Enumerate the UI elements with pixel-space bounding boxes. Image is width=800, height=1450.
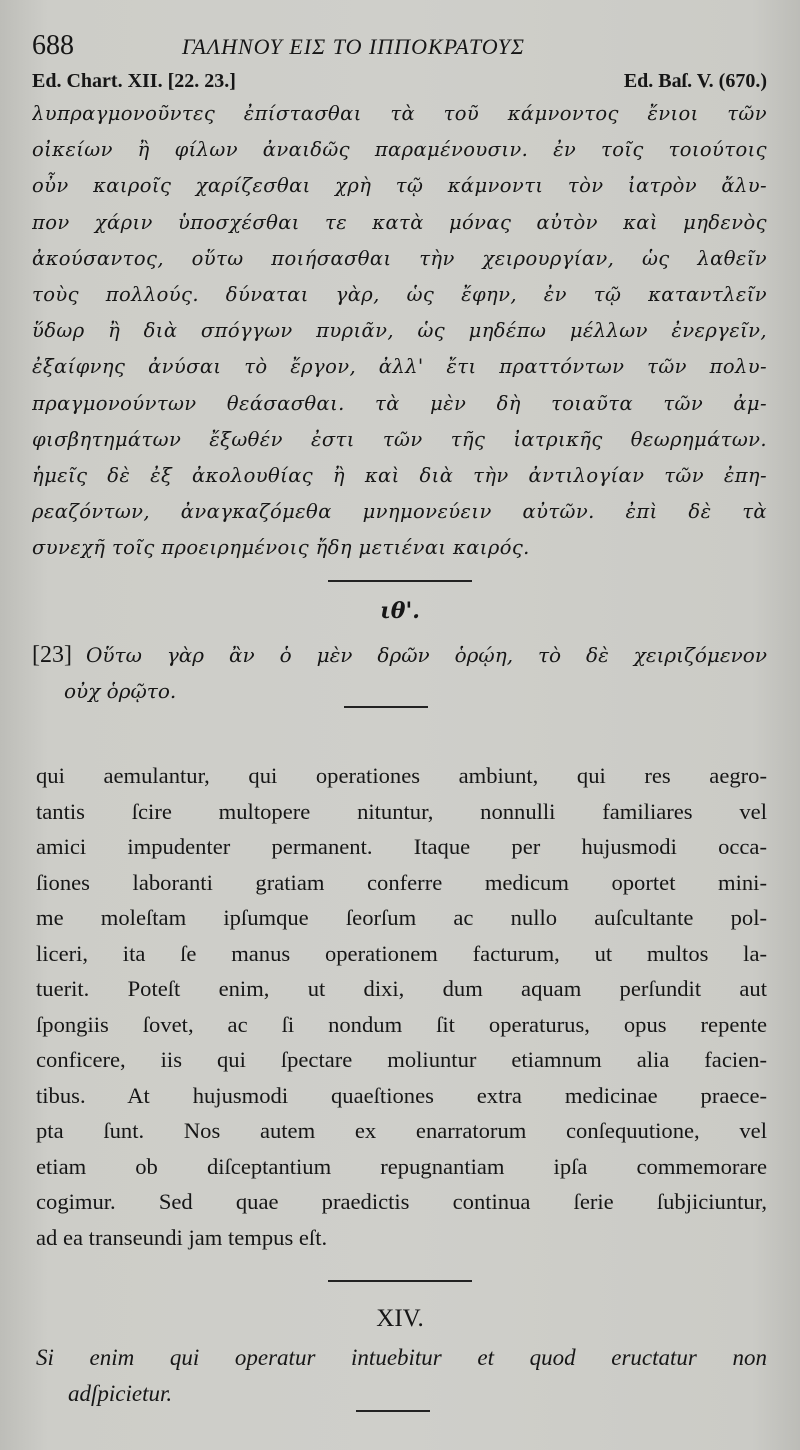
greek-aphorism-line: [23] Οὕτω γὰρ ἂν ὁ μὲν δρῶν ὁρῴη, τὸ δὲ χειριζόμενον (32, 642, 767, 668)
greek-line: πον χάριν ὑποσχέσθαι τε κατὰ μόνας αὐτὸν καὶ μηδενὸς (32, 210, 767, 234)
section-divider-rule (328, 1280, 472, 1282)
latin-line: tantis ſcire multopere nituntur, nonnulli familiares vel (36, 798, 767, 824)
latin-line: conficere, iis qui ſpectare moliuntur etiamnum alia facien- (36, 1047, 767, 1072)
latin-line: etiam ob diſceptantium repugnantiam ipſa commemorare (36, 1153, 767, 1179)
latin-line: pta ſunt. Nos autem ex enarratorum conſequutione, vel (36, 1118, 767, 1143)
greek-aphorism-line: οὐχ ὁρῷτο. (64, 679, 177, 703)
greek-line: συνεχῆ τοῖς προειρημένοις ἤδη μετιέναι καιρός. (32, 536, 530, 560)
greek-line: πραγμονούντων θεάσασθαι. τὰ μὲν δὴ τοιαῦτα τῶν ἀμ- (32, 391, 767, 415)
greek-line: λυπραγμονοῦντες ἐπίστασθαι τὰ τοῦ κάμνοντος ἔνιοι τῶν (32, 102, 767, 125)
latin-aphorism-line: adſpicietur. (68, 1381, 173, 1406)
greek-line: τοὺς πολλούς. δύναται γὰρ, ὡς ἔφην, ἐν τῷ καταντλεῖν (32, 283, 767, 307)
latin-line: tibus. At hujusmodi quaeſtiones extra medicinae praece- (36, 1082, 767, 1108)
greek-line: ἐξαίφνης ἀνύσαι τὸ ἔργον, ἀλλ' ἔτι πραττόντων τῶν πολυ- (32, 355, 767, 379)
latin-text-block (36, 758, 767, 1255)
greek-text-block (32, 96, 767, 567)
greek-line: οὖν καιροῖς χαρίζεσθαι χρὴ τῷ κάμνοντι τὸν ἰατρὸν ἄλυ- (32, 174, 767, 198)
edition-chart-reference: Ed. Chart. XII. [22. 23.] (32, 70, 236, 92)
page-number: 688 (32, 30, 74, 61)
greek-line: φισβητημάτων ἔξωθέν ἐστι τῶν τῆς ἰατρικῆς θεωρημάτων. (32, 427, 767, 451)
latin-aphorism (36, 1340, 767, 1412)
latin-line: ſiones laboranti gratiam conferre medicum oportet mini- (36, 869, 767, 895)
greek-line: ἡμεῖς δὲ ἐξ ἀκολουθίας ἢ καὶ διὰ τὴν ἀντιλογίαν τῶν ἐπη- (32, 464, 767, 488)
edition-basel-reference: Ed. Baſ. V. (670.) (623, 70, 767, 92)
greek-section-number: ιθ'. (380, 598, 420, 624)
latin-section-number: XIV. (376, 1305, 424, 1332)
page-header (32, 30, 772, 66)
aphorism-underline-rule (356, 1410, 430, 1412)
greek-line: ὕδωρ ἢ διὰ σπόγγων πυριᾶν, ὡς μηδέπω μέλλων ἐνεργεῖν, (32, 319, 767, 343)
aphorism-underline-rule (344, 706, 428, 708)
latin-line: ad ea transeundi jam tempus eſt. (36, 1224, 328, 1250)
edition-references (32, 70, 767, 96)
greek-line: οἰκείων ἢ φίλων ἀναιδῶς παραμένουσιν. ἐν τοῖς τοιούτοις (32, 138, 767, 162)
greek-line: ρεαζόντων, ἀναγκαζόμεθα μνημονεύειν αὐτῶν. ἐπὶ δὲ τὰ (32, 500, 767, 524)
latin-line: amici impudenter permanent. Itaque per hujusmodi occa- (36, 834, 767, 859)
latin-line: me moleſtam ipſumque ſeorſum ac nullo auſcultante pol- (36, 905, 767, 930)
running-title: ΓΑΛΗΝΟΥ ΕΙΣ ΤΟ ΙΠΠΟΚΡΑΤΟΥΣ (182, 34, 526, 59)
latin-aphorism-line: Si enim qui operatur intuebitur et quod eructatur non (36, 1345, 767, 1370)
latin-line: tuerit. Poteſt enim, ut dixi, dum aquam perſundit aut (36, 976, 767, 1001)
latin-line: liceri, ita ſe manus operationem facturum, ut multos la- (36, 940, 767, 966)
greek-aphorism (32, 637, 767, 709)
aphorism-reference: [23] (32, 642, 72, 668)
latin-line: ſpongiis ſovet, ac ſi nondum ſit operaturus, opus repente (36, 1011, 767, 1037)
greek-line: ἀκούσαντος, οὕτω ποιήσασθαι τὴν χειρουργίαν, ὡς λαθεῖν (32, 246, 767, 270)
section-divider-rule (328, 580, 472, 582)
latin-line: cogimur. Sed quae praedictis continua ſerie ſubjiciuntur, (36, 1189, 767, 1214)
latin-line: qui aemulantur, qui operationes ambiunt, qui res aegro- (36, 763, 767, 788)
